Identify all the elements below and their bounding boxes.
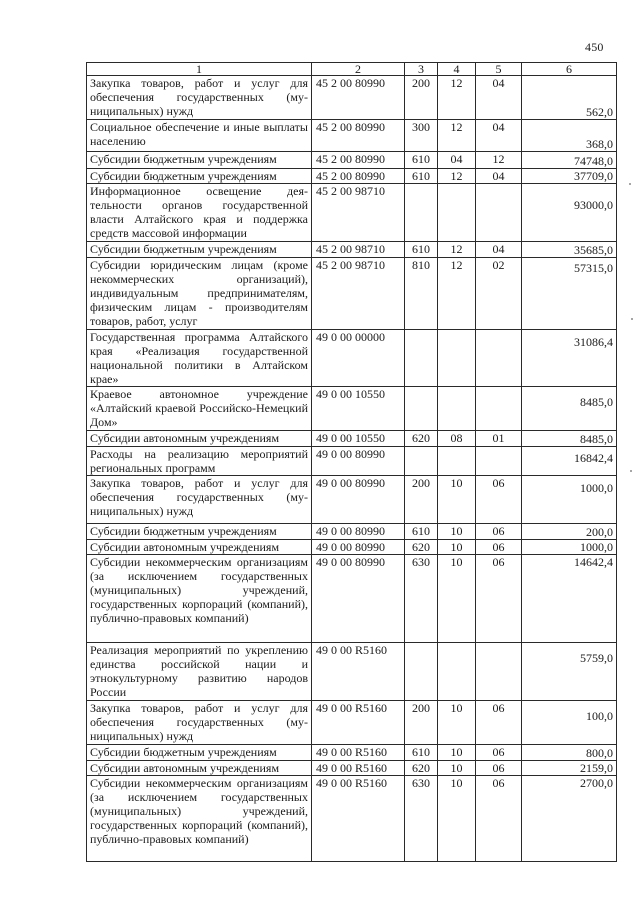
row-name: Субсидии некоммерческим организациям (за исключением государственных (муниципальных) учреждений, государственных корпораций (компаний), публично-правовых компаний)	[87, 555, 312, 643]
row-col5	[476, 330, 522, 387]
page-number: 450	[585, 40, 604, 54]
table-row	[87, 476, 617, 524]
row-col4: 10	[438, 701, 476, 745]
row-amount: 16842,4	[522, 447, 617, 476]
row-col5: 12	[476, 152, 522, 169]
row-col3: 200	[405, 76, 438, 120]
row-code: 49 0 00 00000	[312, 330, 405, 387]
row-amount: 31086,4	[522, 330, 617, 387]
row-col5: 06	[476, 701, 522, 745]
table-row	[87, 701, 617, 745]
table-row	[87, 447, 617, 476]
row-col3: 610	[405, 745, 438, 761]
column-header-5: 5	[476, 63, 522, 76]
row-col5	[476, 447, 522, 476]
row-col4	[438, 643, 476, 701]
row-col4: 12	[438, 169, 476, 184]
row-name: Социальное обеспечение и иные выплаты населению	[87, 120, 312, 152]
row-name: Закупка товаров, работ и услуг для обеспечения государственных (муниципальных) нужд	[87, 476, 312, 524]
row-col4	[438, 184, 476, 242]
row-col3: 610	[405, 242, 438, 258]
row-name: Субсидии бюджетным учреждениям	[87, 745, 312, 761]
table-row	[87, 76, 617, 120]
table-row	[87, 643, 617, 701]
row-code: 45 2 00 80990	[312, 152, 405, 169]
scan-speck	[630, 470, 632, 472]
row-name: Субсидии юридическим лицам (кроме некоммерческих организаций), индивидуальным предпринимателям, физическим лицам - производителям товаров, работ, услуг	[87, 258, 312, 330]
row-col4: 04	[438, 152, 476, 169]
row-col4: 12	[438, 120, 476, 152]
row-col5: 06	[476, 524, 522, 540]
row-col4: 10	[438, 776, 476, 862]
row-col3	[405, 184, 438, 242]
row-code: 49 0 00 10550	[312, 431, 405, 447]
table-row	[87, 184, 617, 242]
table-row	[87, 555, 617, 643]
table-row	[87, 120, 617, 152]
row-name: Субсидии бюджетным учреждениям	[87, 152, 312, 169]
row-col5: 01	[476, 431, 522, 447]
row-col5: 04	[476, 120, 522, 152]
row-amount: 14642,4	[522, 555, 617, 643]
row-code: 49 0 00 80990	[312, 524, 405, 540]
row-code: 49 0 00 R5160	[312, 761, 405, 776]
row-col5: 06	[476, 555, 522, 643]
row-name: Информационное освещение деятельности органов государственной власти Алтайского края и поддержка средств массовой информации	[87, 184, 312, 242]
row-col5: 04	[476, 76, 522, 120]
table-row	[87, 242, 617, 258]
row-amount: 35685,0	[522, 242, 617, 258]
table-row	[87, 776, 617, 862]
row-amount: 800,0	[522, 745, 617, 761]
row-amount: 57315,0	[522, 258, 617, 330]
row-col4: 10	[438, 540, 476, 555]
row-col4: 10	[438, 524, 476, 540]
row-col3: 630	[405, 776, 438, 862]
row-name: Субсидии автономным учреждениям	[87, 431, 312, 447]
row-col5: 04	[476, 169, 522, 184]
row-col4: 10	[438, 745, 476, 761]
row-name: Субсидии бюджетным учреждениям	[87, 242, 312, 258]
row-col3: 610	[405, 524, 438, 540]
row-col4: 12	[438, 258, 476, 330]
row-amount: 368,0	[522, 120, 617, 152]
table-row	[87, 540, 617, 555]
row-name: Расходы на реализацию мероприятий региональных программ	[87, 447, 312, 476]
row-col4: 08	[438, 431, 476, 447]
row-name: Закупка товаров, работ и услуг для обеспечения государственных (муниципальных) нужд	[87, 76, 312, 120]
row-name: Субсидии бюджетным учреждениям	[87, 169, 312, 184]
row-col3: 300	[405, 120, 438, 152]
row-amount: 562,0	[522, 76, 617, 120]
row-code: 45 2 00 80990	[312, 169, 405, 184]
row-col4	[438, 387, 476, 431]
row-col5	[476, 387, 522, 431]
row-name: Закупка товаров, работ и услуг для обеспечения государственных (муниципальных) нужд	[87, 701, 312, 745]
row-amount: 8485,0	[522, 387, 617, 431]
row-name: Реализация мероприятий по укреплению единства российской нации и этнокультурному развитию народов России	[87, 643, 312, 701]
scan-speck	[631, 318, 633, 320]
scan-speck	[629, 183, 631, 185]
row-col3: 620	[405, 431, 438, 447]
row-col3: 200	[405, 476, 438, 524]
column-header-6: 6	[522, 63, 617, 76]
row-code: 49 0 00 R5160	[312, 776, 405, 862]
row-col5: 06	[476, 745, 522, 761]
row-code: 49 0 00 R5160	[312, 701, 405, 745]
row-code: 45 2 00 98710	[312, 242, 405, 258]
row-col3: 610	[405, 169, 438, 184]
row-code: 49 0 00 80990	[312, 476, 405, 524]
row-col5	[476, 184, 522, 242]
row-code: 49 0 00 R5160	[312, 745, 405, 761]
row-col3: 630	[405, 555, 438, 643]
row-amount: 2700,0	[522, 776, 617, 862]
row-name: Субсидии бюджетным учреждениям	[87, 524, 312, 540]
row-amount: 93000,0	[522, 184, 617, 242]
row-col4	[438, 330, 476, 387]
row-col5	[476, 643, 522, 701]
row-code: 49 0 00 80990	[312, 540, 405, 555]
table-row	[87, 761, 617, 776]
row-name: Государственная программа Алтайского края «Реализация государственной национальной политики в Алтайском крае»	[87, 330, 312, 387]
table-row	[87, 258, 617, 330]
table-row	[87, 431, 617, 447]
table-row	[87, 387, 617, 431]
table-row	[87, 745, 617, 761]
table-row	[87, 524, 617, 540]
table-header-row	[87, 63, 617, 76]
column-header-2: 2	[312, 63, 405, 76]
row-amount: 37709,0	[522, 169, 617, 184]
row-col3	[405, 387, 438, 431]
row-col3: 200	[405, 701, 438, 745]
row-col5: 06	[476, 476, 522, 524]
row-col5: 06	[476, 540, 522, 555]
row-col3	[405, 643, 438, 701]
row-name: Субсидии автономным учреждениям	[87, 761, 312, 776]
row-col3	[405, 330, 438, 387]
row-amount: 1000,0	[522, 540, 617, 555]
row-amount: 200,0	[522, 524, 617, 540]
row-col4: 12	[438, 76, 476, 120]
row-col5: 06	[476, 776, 522, 862]
row-col5: 02	[476, 258, 522, 330]
row-col3: 620	[405, 761, 438, 776]
table-row	[87, 169, 617, 184]
column-header-1: 1	[87, 63, 312, 76]
table-row	[87, 330, 617, 387]
row-amount: 2159,0	[522, 761, 617, 776]
row-col4	[438, 447, 476, 476]
row-col4: 10	[438, 555, 476, 643]
row-code: 45 2 00 98710	[312, 258, 405, 330]
row-code: 45 2 00 98710	[312, 184, 405, 242]
row-col3: 610	[405, 152, 438, 169]
row-col3	[405, 447, 438, 476]
row-col5: 06	[476, 761, 522, 776]
row-amount: 8485,0	[522, 431, 617, 447]
table-row	[87, 152, 617, 169]
row-amount: 100,0	[522, 701, 617, 745]
row-name: Краевое автономное учреждение «Алтайский краевой Российско-Немецкий Дом»	[87, 387, 312, 431]
row-name: Субсидии автономным учреждениям	[87, 540, 312, 555]
row-amount: 1000,0	[522, 476, 617, 524]
row-col4: 10	[438, 476, 476, 524]
column-header-3: 3	[405, 63, 438, 76]
row-col4: 12	[438, 242, 476, 258]
row-name: Субсидии некоммерческим организациям (за исключением государственных (муниципальных) учреждений, государственных корпораций (компаний), публично-правовых компаний)	[87, 776, 312, 862]
column-header-4: 4	[438, 63, 476, 76]
row-code: 45 2 00 80990	[312, 120, 405, 152]
row-code: 49 0 00 80990	[312, 555, 405, 643]
budget-table	[86, 62, 617, 862]
row-col4: 10	[438, 761, 476, 776]
row-amount: 5759,0	[522, 643, 617, 701]
row-code: 49 0 00 10550	[312, 387, 405, 431]
row-col5: 04	[476, 242, 522, 258]
row-amount: 74748,0	[522, 152, 617, 169]
row-col3: 810	[405, 258, 438, 330]
row-code: 49 0 00 80990	[312, 447, 405, 476]
row-code: 49 0 00 R5160	[312, 643, 405, 701]
row-col3: 620	[405, 540, 438, 555]
row-code: 45 2 00 80990	[312, 76, 405, 120]
